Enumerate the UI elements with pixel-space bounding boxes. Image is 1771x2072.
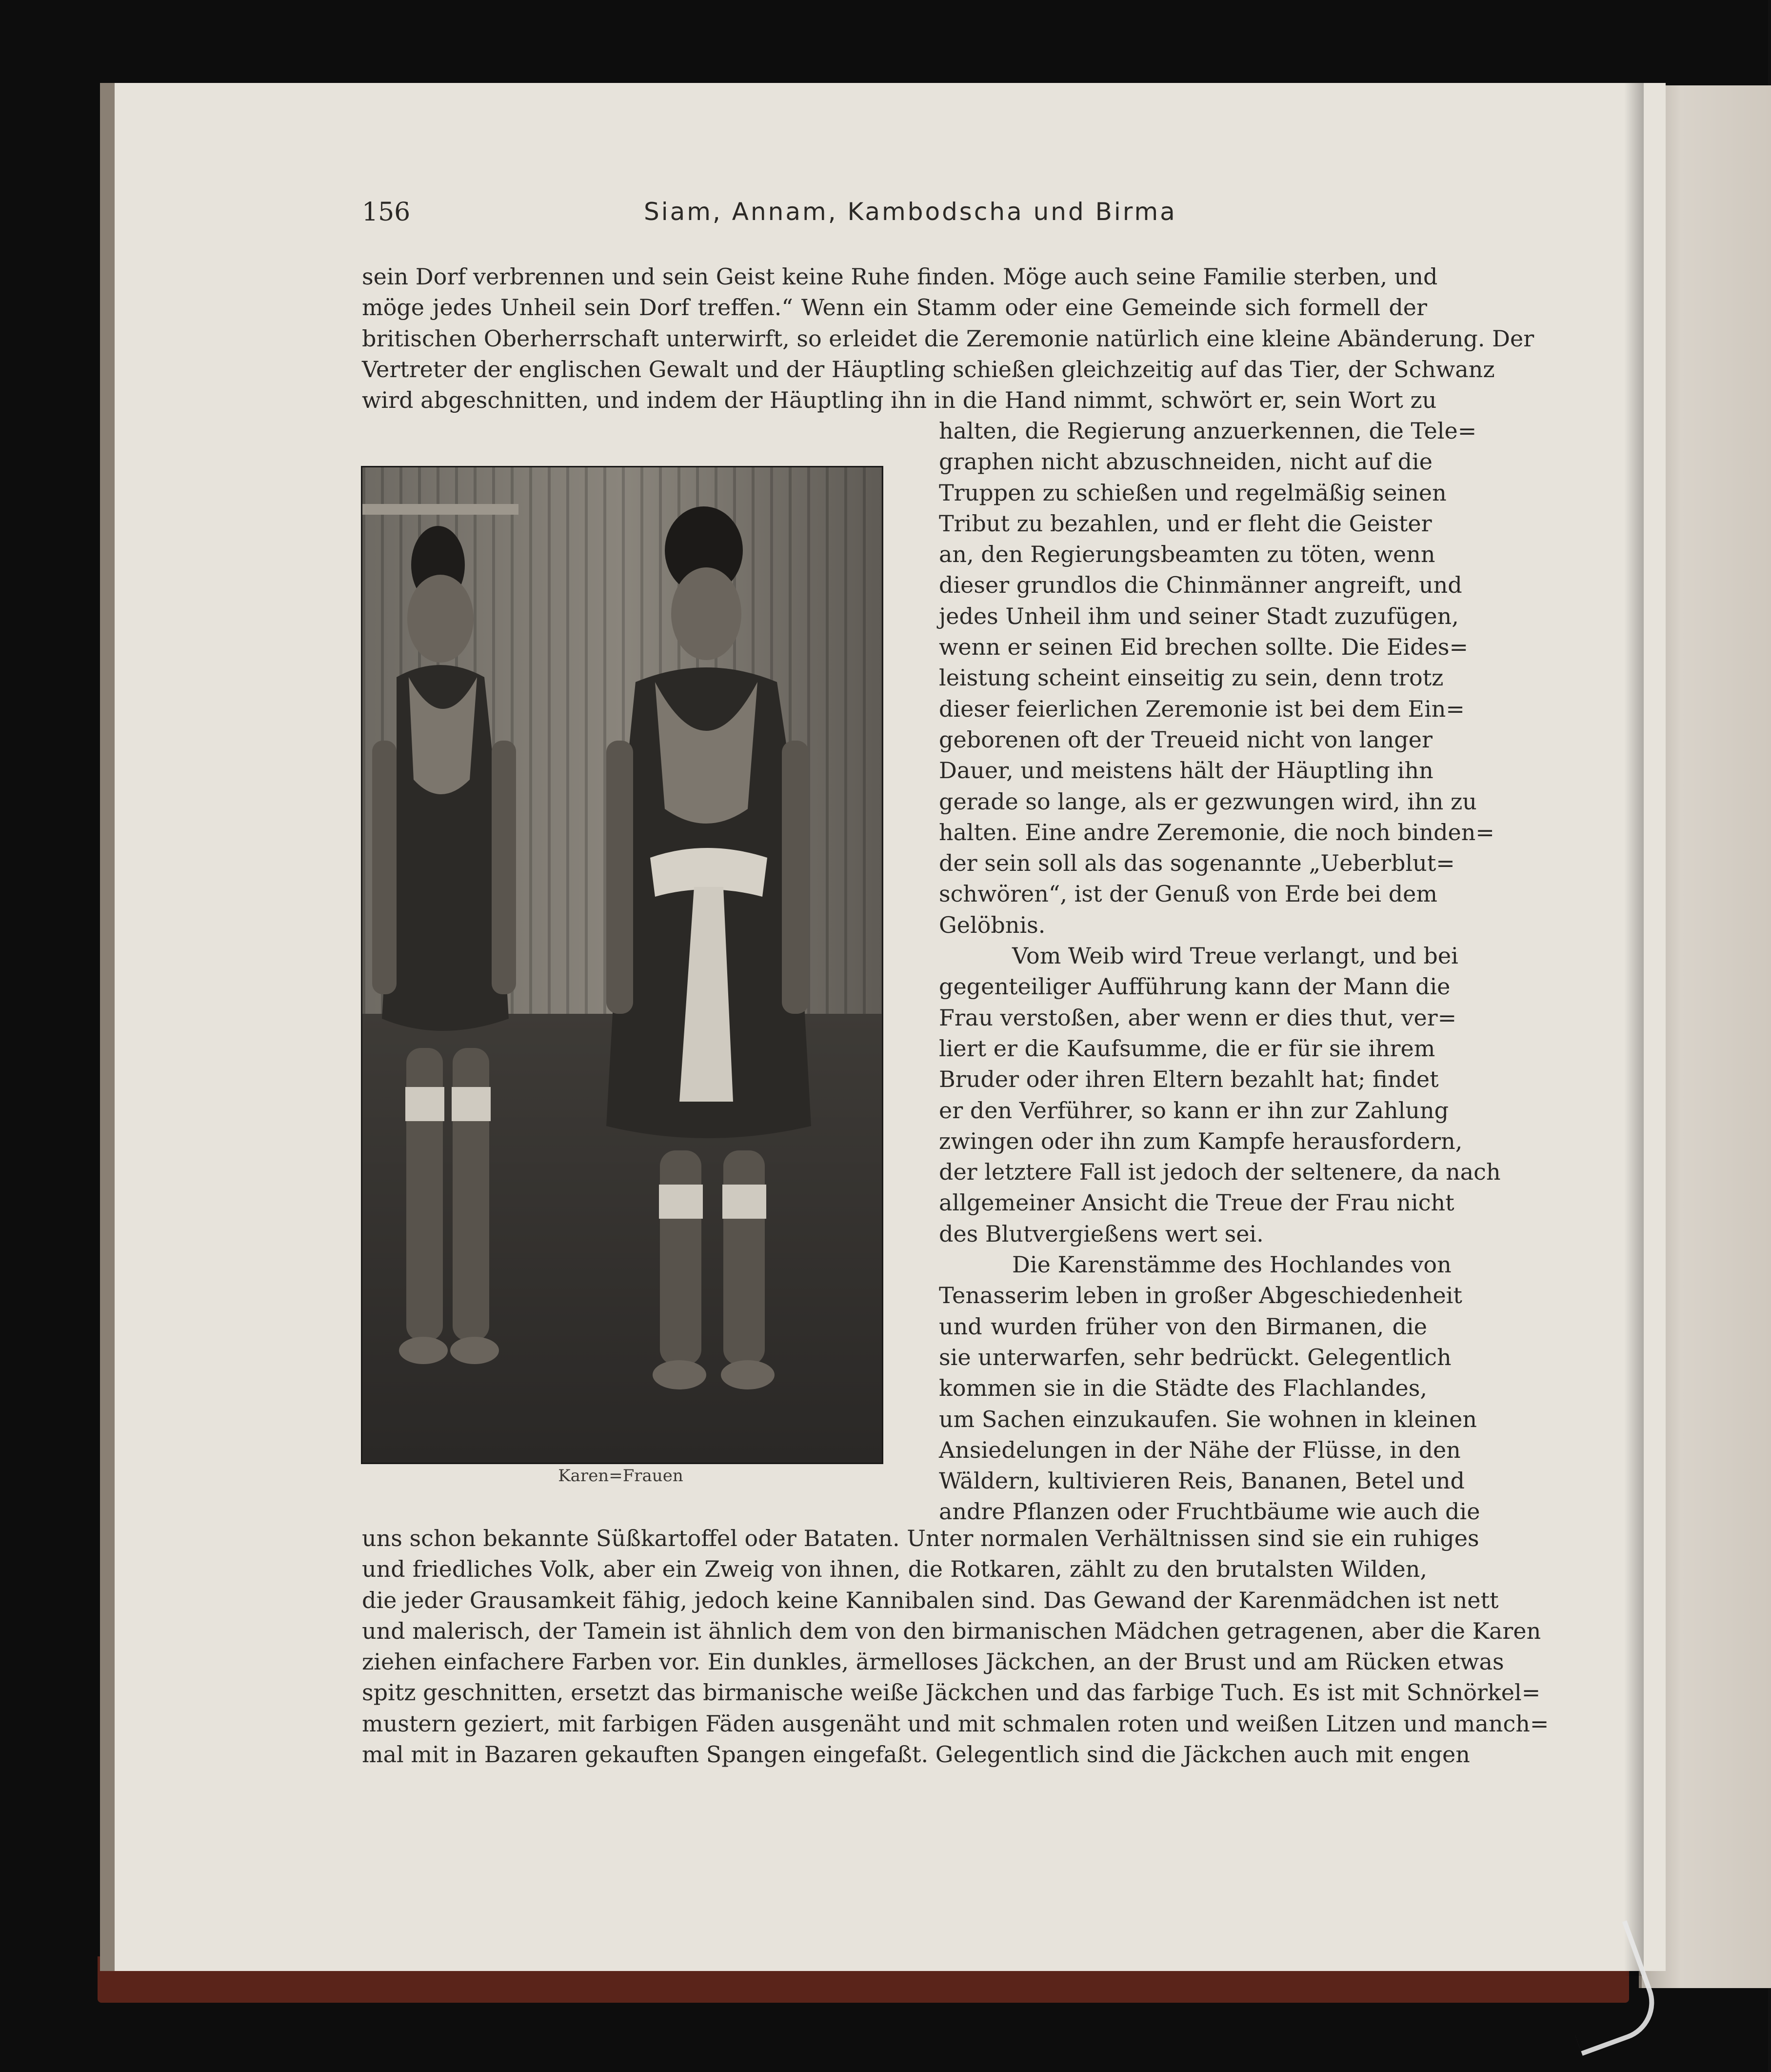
text-line: und malerisch, der Tamein ist ähnlich dem von den birmanischen Mädchen getragenen, aber die Karen bbox=[362, 1617, 1541, 1644]
text-line: und friedliches Volk, aber ein Zweig von ihnen, die Rotkaren, zählt zu den brutalsten Wilden, bbox=[362, 1556, 1427, 1583]
text-line: graphen nicht abzuschneiden, nicht auf die bbox=[939, 448, 1433, 475]
text-line: halten. Eine andre Zeremonie, die noch binden= bbox=[939, 819, 1494, 845]
text-line: geborenen oft der Treueid nicht von langer bbox=[939, 726, 1433, 753]
text-line: allgemeiner Ansicht die Treue der Frau nicht bbox=[939, 1189, 1454, 1216]
body-text-bottom bbox=[362, 1523, 1549, 1770]
photo-karen-women bbox=[361, 466, 883, 1464]
text-line: Gelöbnis. bbox=[939, 911, 1046, 938]
text-line: halten, die Regierung anzuerkennen, die Tele= bbox=[939, 418, 1477, 444]
text-line: britischen Oberherrschaft unterwirft, so erleidet die Zeremonie natürlich eine kleine Abänderung. Der bbox=[362, 325, 1534, 352]
text-line: dieser grundlos die Chinmänner angreift, und bbox=[939, 572, 1462, 599]
running-head: Siam, Annam, Kambodscha und Birma bbox=[644, 198, 1177, 226]
text-line: des Blutvergießens wert sei. bbox=[939, 1220, 1264, 1247]
text-line: Frau verstoßen, aber wenn er dies thut, ver= bbox=[939, 1004, 1457, 1031]
text-line: sein Dorf verbrennen und sein Geist keine Ruhe finden. Möge auch seine Familie sterben, und bbox=[362, 263, 1438, 290]
text-line: wird abgeschnitten, und indem der Häuptling ihn in die Hand nimmt, schwört er, sein Wort zu bbox=[362, 387, 1437, 414]
body-text-top bbox=[362, 262, 1534, 416]
page-gutter-shadow bbox=[1624, 83, 1644, 1976]
text-line: Wäldern, kultivieren Reis, Bananen, Betel und bbox=[939, 1468, 1465, 1494]
text-line: liert er die Kaufsumme, die er für sie ihrem bbox=[939, 1035, 1435, 1062]
text-line: möge jedes Unheil sein Dorf treffen.“ Wenn ein Stamm oder eine Gemeinde sich formell der bbox=[362, 294, 1427, 321]
text-line: dieser feierlichen Zeremonie ist bei dem Ein= bbox=[939, 695, 1465, 722]
text-line: Bruder oder ihren Eltern bezahlt hat; findet bbox=[939, 1066, 1439, 1093]
text-line: und wurden früher von den Birmanen, die bbox=[939, 1313, 1427, 1340]
page-number: 156 bbox=[362, 198, 411, 227]
text-line: an, den Regierungsbeamten zu töten, wenn bbox=[939, 541, 1435, 568]
text-line: er den Verführer, so kann er ihn zur Zahlung bbox=[939, 1097, 1449, 1124]
text-line: leistung scheint einseitig zu sein, denn trotz bbox=[939, 664, 1444, 691]
text-line: mal mit in Bazaren gekauften Spangen eingefaßt. Gelegentlich sind die Jäckchen auch mit engen bbox=[362, 1741, 1470, 1768]
text-line: um Sachen einzukaufen. Sie wohnen in kleinen bbox=[939, 1406, 1477, 1432]
text-line: Tribut zu bezahlen, und er fleht die Geister bbox=[939, 510, 1432, 537]
text-line: kommen sie in die Städte des Flachlandes, bbox=[939, 1375, 1427, 1402]
text-line: Vertreter der englischen Gewalt und der Häuptling schießen gleichzeitig auf das Tier, der Schwanz bbox=[362, 356, 1495, 382]
text-line: uns schon bekannte Süßkartoffel oder Bataten. Unter normalen Verhältnissen sind sie ein ruhiges bbox=[362, 1525, 1479, 1551]
text-line: ziehen einfachere Farben vor. Ein dunkles, ärmelloses Jäckchen, an der Brust und am Rücken etwas bbox=[362, 1649, 1504, 1675]
text-line: der sein soll als das sogenannte „Ueberblut= bbox=[939, 850, 1455, 877]
text-line: Vom Weib wird Treue verlangt, und bei bbox=[1012, 943, 1458, 969]
text-line: sie unterwarfen, sehr bedrückt. Gelegentlich bbox=[939, 1344, 1452, 1370]
body-text-right-column bbox=[939, 416, 1501, 1528]
text-line: mustern geziert, mit farbigen Fäden ausgenäht und mit schmalen roten und weißen Litzen und manch= bbox=[362, 1710, 1549, 1737]
text-line: gerade so lange, als er gezwungen wird, ihn zu bbox=[939, 788, 1477, 815]
text-line: Tenasserim leben in großer Abgeschiedenheit bbox=[939, 1282, 1462, 1309]
figure-caption: Karen=Frauen bbox=[558, 1466, 683, 1486]
text-line: Die Karenstämme des Hochlandes von bbox=[1012, 1251, 1452, 1278]
text-line: wenn er seinen Eid brechen sollte. Die Eides= bbox=[939, 634, 1469, 661]
text-line: zwingen oder ihn zum Kampfe herausfordern, bbox=[939, 1127, 1463, 1154]
text-line: jedes Unheil ihm und seiner Stadt zuzufügen, bbox=[939, 603, 1459, 629]
text-line: die jeder Grausamkeit fähig, jedoch keine Kannibalen sind. Das Gewand der Karenmädchen ist nett bbox=[362, 1587, 1499, 1613]
text-line: der letztere Fall ist jedoch der seltenere, da nach bbox=[939, 1159, 1501, 1186]
text-line: gegenteiliger Aufführung kann der Mann die bbox=[939, 973, 1451, 1000]
text-line: Dauer, und meistens hält der Häuptling ihn bbox=[939, 757, 1433, 784]
text-line: spitz geschnitten, ersetzt das birmanische weiße Jäckchen und das farbige Tuch. Es ist mit Schnörkel= bbox=[362, 1679, 1541, 1706]
text-line: Ansiedelungen in der Nähe der Flüsse, in den bbox=[939, 1436, 1461, 1463]
text-line: andre Pflanzen oder Fruchtbäume wie auch die bbox=[939, 1498, 1480, 1525]
text-line: schwören“, ist der Genuß von Erde bei dem bbox=[939, 881, 1438, 907]
text-line: Truppen zu schießen und regelmäßig seinen bbox=[939, 479, 1447, 506]
